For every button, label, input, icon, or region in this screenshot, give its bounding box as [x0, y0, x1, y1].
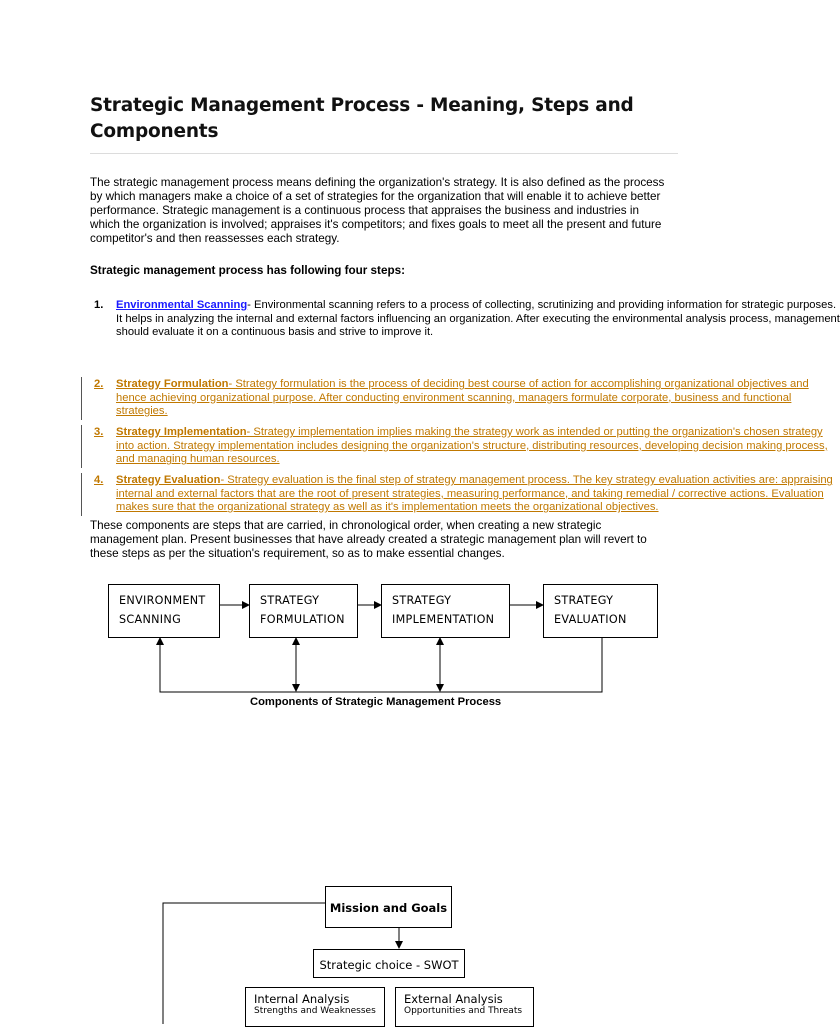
step-item-2	[0, 378, 809, 420]
step-text: - Strategy implementation implies making the strategy work as intended or putting the organization's chosen strategy into action. Strategy implementation includes designing the organization's structure, distributing resources, developing decision making process, and managing human resources.	[116, 426, 828, 466]
step-number: 1.	[94, 299, 104, 311]
step-body	[116, 299, 840, 340]
diagram-caption: Components of Strategic Management Process	[250, 696, 502, 708]
strategy-formulation-box	[249, 584, 358, 638]
box-line: ENVIRONMENT	[119, 594, 206, 607]
box-line: STRATEGY	[554, 594, 614, 607]
mission-goals-box	[325, 886, 452, 928]
environmental-scanning-link[interactable]: Environmental Scanning	[116, 299, 248, 311]
step-term: Strategy Implementation	[116, 426, 247, 438]
feedback-loop	[160, 637, 602, 692]
step-term: Strategy Formulation	[116, 378, 229, 390]
step-number: 3.	[94, 426, 104, 438]
strategy-evaluation-box	[543, 584, 658, 638]
step-body	[116, 426, 828, 467]
box-subtitle: Opportunities and Threats	[404, 1006, 523, 1016]
box-title: External Analysis	[404, 992, 503, 1006]
box-title: Strategic choice - SWOT	[319, 958, 459, 972]
outro-paragraph: These components are steps that are carried, in chronological order, when creating a new strategic management plan. Present businesses that have already created a strategic management plan will revert to these steps as per the situation's requirement, so as to make essential changes.	[90, 519, 647, 560]
title-divider	[90, 153, 678, 154]
box-line: STRATEGY	[260, 594, 320, 607]
strategic-choice-box	[313, 949, 465, 978]
step-body	[116, 474, 833, 515]
step-text: - Environmental scanning refers to a process of collecting, scrutinizing and providing information for strategic purposes. It helps in analyzing the internal and external factors influencing an organization. After executing the environmental analysis process, management should evaluate it on a continuous basis and strive to improve it.	[116, 299, 840, 339]
step-item-4	[0, 474, 833, 516]
step-number: 2.	[94, 378, 104, 390]
steps-heading: Strategic management process has following four steps:	[90, 264, 405, 277]
step-item-3	[0, 426, 828, 468]
box-line: EVALUATION	[554, 613, 627, 626]
step-body	[116, 378, 809, 419]
box-title: Internal Analysis	[254, 992, 350, 1006]
step-term: Strategy Evaluation	[116, 474, 221, 486]
box-line: IMPLEMENTATION	[392, 613, 495, 626]
box-line: STRATEGY	[392, 594, 452, 607]
environment-scanning-box	[108, 584, 220, 638]
step-item-1	[0, 299, 840, 341]
box-subtitle: Strengths and Weaknesses	[254, 1006, 376, 1016]
step-text: - Strategy formulation is the process of deciding best course of action for accomplishing organizational objectives and hence achieving organizational purpose. After conducting environment scanning, managers formulate corporate, business and functional strategies.	[116, 378, 809, 418]
strategy-implementation-box	[381, 584, 510, 638]
step-number: 4.	[94, 474, 104, 486]
internal-analysis-box	[245, 987, 385, 1027]
intro-paragraph: The strategic management process means defining the organization's strategy. It is also defined as the process by which managers make a choice of a set of strategies for the organization that will enable it to achieve better performance. Strategic management is a continuous process that appraises the business and industries in which the organization is involved; appraises it's competitors; and fixes goals to meet all the present and future competitor's and then reassesses each strategy.	[90, 176, 665, 245]
box-line: FORMULATION	[260, 613, 345, 626]
box-line: SCANNING	[119, 613, 182, 626]
box-title: Mission and Goals	[329, 901, 448, 915]
page-title: Strategic Management Process - Meaning, Steps and Components	[90, 95, 634, 142]
external-analysis-box	[395, 987, 534, 1027]
step-text: - Strategy evaluation is the final step of strategy management process. The key strategy evaluation activities are: appraising internal and external factors that are the root of present strategies, measuring performance, and taking remedial / corrective actions. Evaluation makes sure that the organizational strategy as well as it's implementation meets the organizational objectives.	[116, 474, 833, 514]
